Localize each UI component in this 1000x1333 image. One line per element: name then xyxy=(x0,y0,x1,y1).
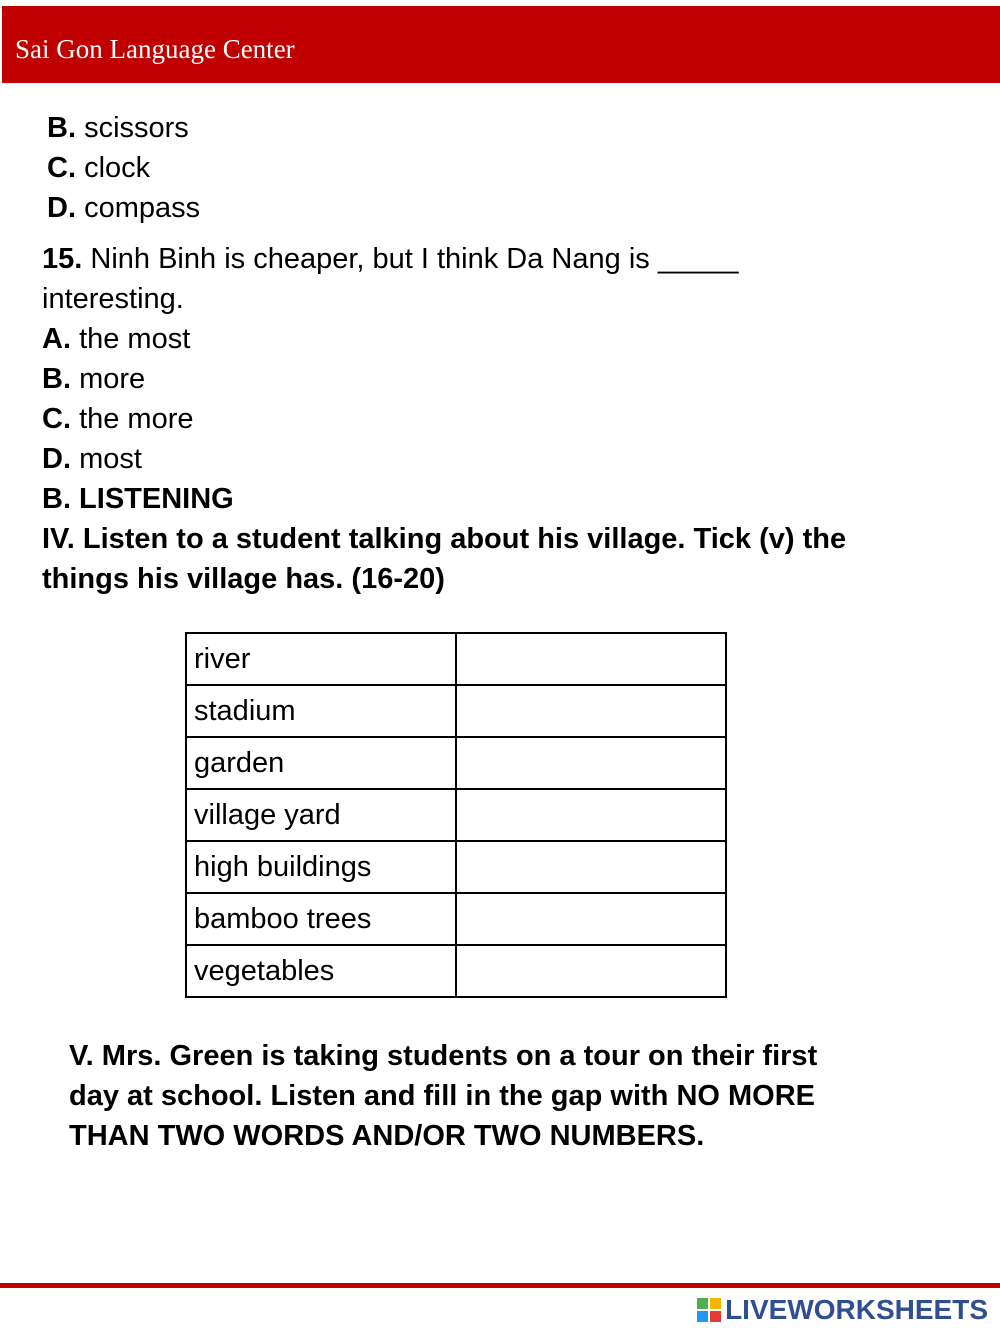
tick-box[interactable] xyxy=(456,633,726,685)
table-row xyxy=(186,737,726,789)
item-label: high buildings xyxy=(186,841,456,893)
item-label: bamboo trees xyxy=(186,893,456,945)
q15-option-b[interactable]: B. more xyxy=(42,363,146,395)
q15-stem: 15. Ninh Binh is cheaper, but I think Da Nang is _____ xyxy=(42,243,739,275)
tick-box[interactable] xyxy=(456,789,726,841)
table-row xyxy=(186,633,726,685)
logo-text: LIVEWORKSHEETS xyxy=(725,1294,988,1325)
table-row xyxy=(186,789,726,841)
q15-stem-cont: interesting. xyxy=(42,283,184,315)
table-row xyxy=(186,685,726,737)
q15-option-d[interactable]: D. most xyxy=(42,443,142,475)
item-label: village yard xyxy=(186,789,456,841)
option-d[interactable]: D. compass xyxy=(47,192,201,224)
tick-table xyxy=(185,632,727,998)
tick-box[interactable] xyxy=(456,945,726,997)
section-b xyxy=(42,479,846,599)
part-iv-instruction-cont: things his village has. (16-20) xyxy=(42,563,445,595)
part-iv-instruction: IV. Listen to a student talking about his village. Tick (v) the xyxy=(42,523,847,555)
logo-blocks-icon xyxy=(697,1298,721,1322)
item-label: vegetables xyxy=(186,945,456,997)
center-name: Sai Gon Language Center xyxy=(15,34,295,64)
header-bar xyxy=(2,6,1000,83)
tick-box[interactable] xyxy=(456,685,726,737)
question-15 xyxy=(42,239,738,479)
table-row xyxy=(186,893,726,945)
item-label: river xyxy=(186,633,456,685)
tick-box[interactable] xyxy=(456,737,726,789)
table-row xyxy=(186,841,726,893)
liveworksheets-logo[interactable] xyxy=(697,1293,988,1327)
q15-option-c[interactable]: C. the more xyxy=(42,403,194,435)
part-v-instruction: V. Mrs. Green is taking students on a tour on their first day at school. Listen and fill in the gap with NO MORE THAN TWO WORDS AND/OR TWO NUMBERS. xyxy=(69,1040,818,1152)
item-label: garden xyxy=(186,737,456,789)
q15-option-a[interactable]: A. the most xyxy=(42,323,191,355)
footer-divider xyxy=(0,1283,1000,1288)
option-c[interactable]: C. clock xyxy=(47,152,151,184)
tick-box[interactable] xyxy=(456,893,726,945)
q14-options xyxy=(47,108,200,228)
tick-box[interactable] xyxy=(456,841,726,893)
item-label: stadium xyxy=(186,685,456,737)
option-b[interactable]: B. scissors xyxy=(47,112,189,144)
table-row xyxy=(186,945,726,997)
section-heading: B. LISTENING xyxy=(42,483,234,515)
